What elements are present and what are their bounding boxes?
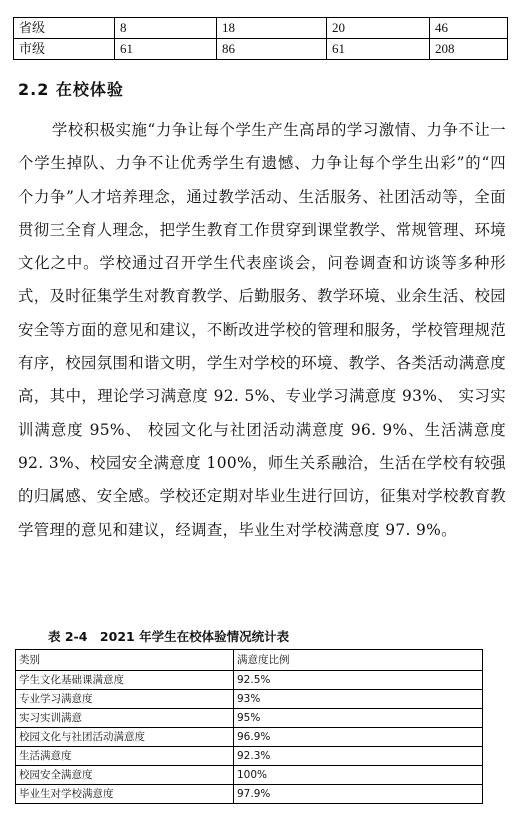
table-row xyxy=(16,690,483,709)
table-cell: 208 xyxy=(430,39,508,60)
table-cell: 100% xyxy=(234,766,483,785)
table-cell: 96.9% xyxy=(234,728,483,747)
table-cell: 8 xyxy=(115,18,217,39)
table-cell: 校园文化与社团活动满意度 xyxy=(16,728,234,747)
level-summary-table xyxy=(13,17,508,60)
table-row xyxy=(16,766,483,785)
table-cell: 97.9% xyxy=(234,785,483,804)
table-header-row xyxy=(16,650,483,671)
table-cell: 93% xyxy=(234,690,483,709)
table-cell: 生活满意度 xyxy=(16,747,234,766)
table-cell: 61 xyxy=(115,39,217,60)
table-cell: 92.3% xyxy=(234,747,483,766)
table-cell: 92.5% xyxy=(234,671,483,690)
table-cell: 20 xyxy=(327,18,430,39)
table-cell: 实习实训满意 xyxy=(16,709,234,728)
table-row xyxy=(16,728,483,747)
table-cell: 校园安全满意度 xyxy=(16,766,234,785)
table-row xyxy=(14,39,508,60)
table-cell: 46 xyxy=(430,18,508,39)
table-cell: 86 xyxy=(217,39,327,60)
table-cell: 省级 xyxy=(14,18,115,39)
section-heading: 2.2 在校体验 xyxy=(18,80,124,99)
table-cell: 学生文化基础课满意度 xyxy=(16,671,234,690)
table-cell: 毕业生对学校满意度 xyxy=(16,785,234,804)
table-cell: 市级 xyxy=(14,39,115,60)
table-cell: 18 xyxy=(217,18,327,39)
table-cell: 95% xyxy=(234,709,483,728)
column-header-category: 类别 xyxy=(16,650,234,671)
body-paragraph: 学校积极实施“力争让每个学生产生高昂的学习激情、力争不让一个学生掉队、力争不让优秀学生有遗憾、力争让每个学生出彩”的“四个力争”人才培养理念，通过教学活动、生活服务、社团活动等，全面贯彻三全育人理念，把学生教育工作贯穿到课堂教学、常规管理、环境文化之中。学校通过召开学生代表座谈会，问卷调查和访谈等多种形式，及时征集学生对教育教学、后勤服务、教学环境、业余生活、校园安全等方面的意见和建议，不断改进学校的管理和服务，学校管理规范有序，校园氛围和谐文明，学生对学校的环境、教学、各类活动满意度高，其中，理论学习满意度 92. 5%、专业学习满意度 93%、 实习实训满意度 95%、 校园文化与社团活动满意度 96. 9%、生活满意度 92. 3%、校园安全满意度 100%，师生关系融洽，生活在学校有较强的归属感、安全感。学校还定期对毕业生进行回访，征集对学校教育教学管理的意见和建议，经调查，毕业生对学校满意度 97. 9%。 xyxy=(18,121,506,539)
table-cell: 专业学习满意度 xyxy=(16,690,234,709)
table-row xyxy=(16,747,483,766)
table-cell: 61 xyxy=(327,39,430,60)
satisfaction-table xyxy=(15,649,483,804)
table-row xyxy=(16,785,483,804)
table-row xyxy=(16,709,483,728)
table-row xyxy=(14,18,508,39)
column-header-ratio: 满意度比例 xyxy=(234,650,483,671)
table-caption: 表 2-4 2021 年学生在校体验情况统计表 xyxy=(48,629,290,644)
table-row xyxy=(16,671,483,690)
